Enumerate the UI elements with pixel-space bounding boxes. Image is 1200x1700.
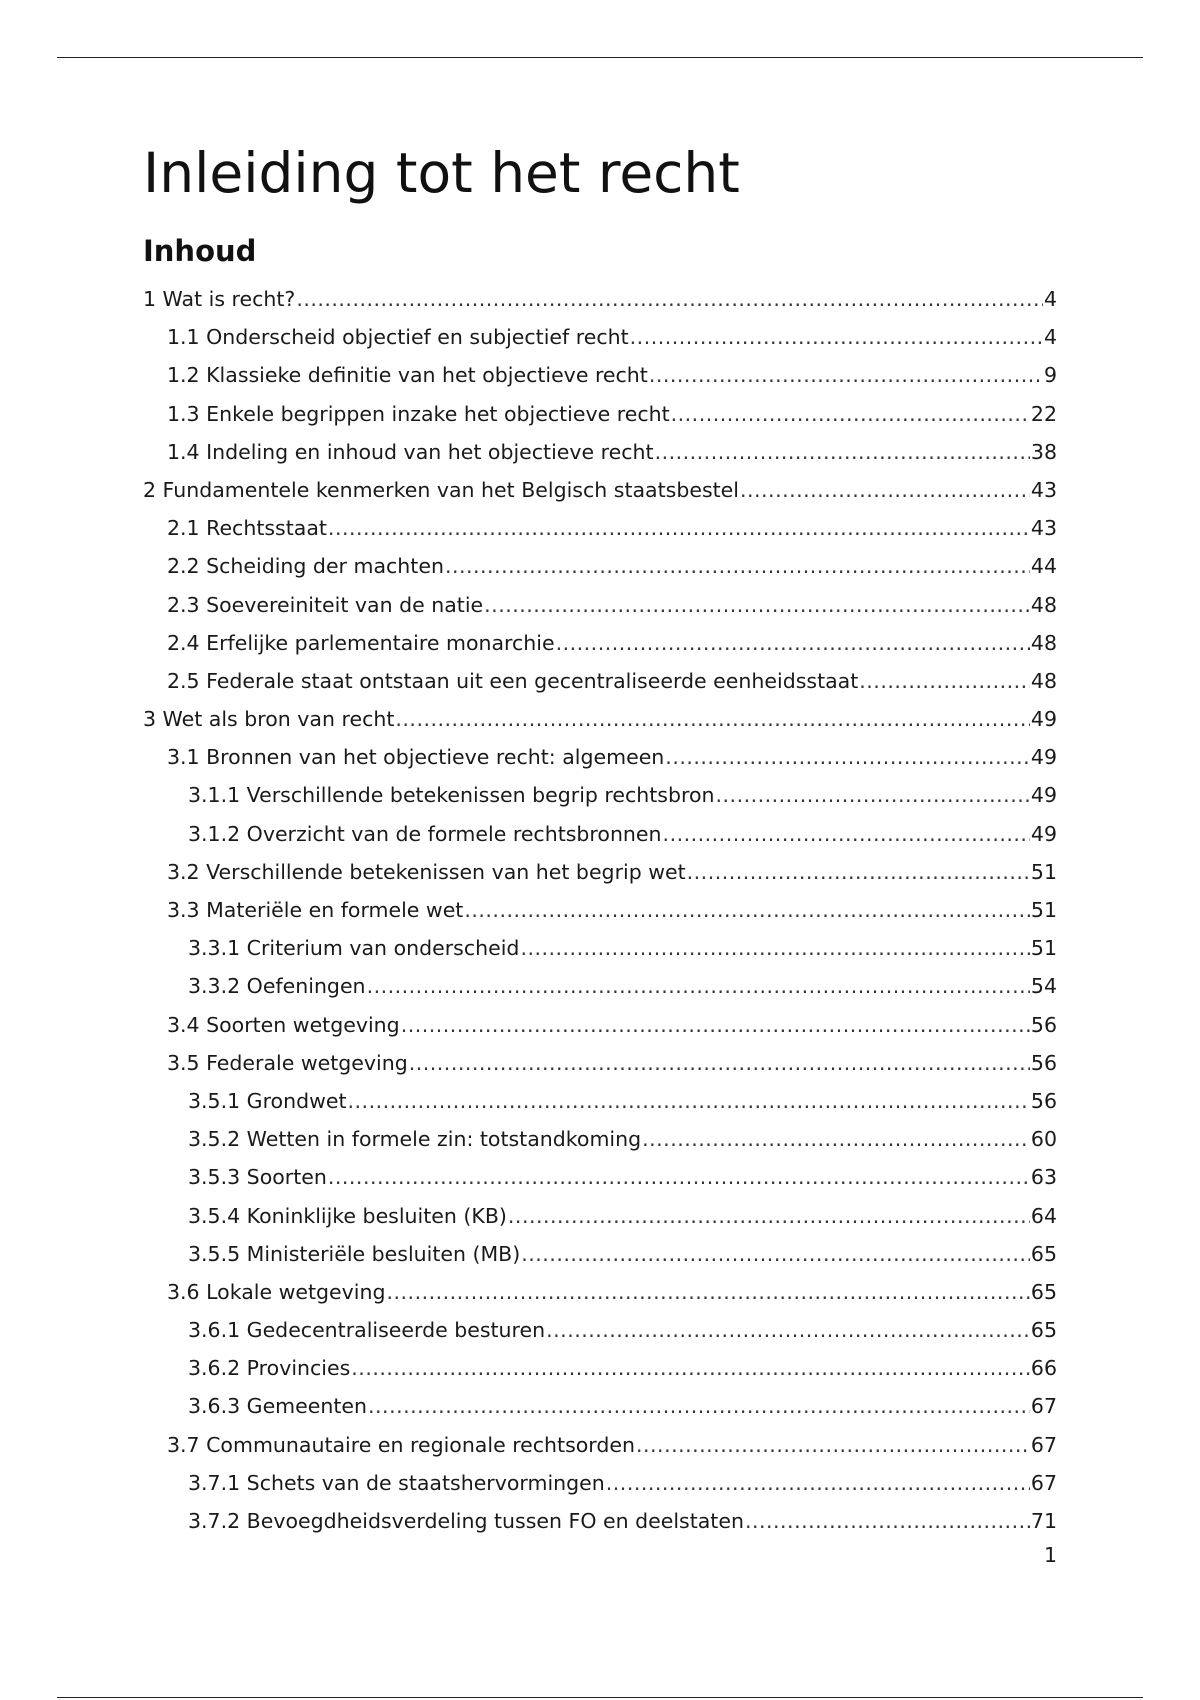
- toc-entry[interactable]: [143, 509, 1057, 547]
- toc-entry-page: 48: [1030, 630, 1057, 655]
- toc-entry-page: 67: [1030, 1394, 1057, 1419]
- toc-entry[interactable]: [143, 1426, 1057, 1464]
- toc-entry-label: 1.1 Onderscheid objectief en subjectief recht: [167, 325, 629, 350]
- toc-entry-page: 48: [1030, 668, 1057, 693]
- toc-entry-label: 1.3 Enkele begrippen inzake het objectieve recht: [167, 401, 670, 426]
- toc-entry-page: 9: [1043, 363, 1057, 388]
- toc-entry[interactable]: [143, 547, 1057, 585]
- toc-entry-label: 3 Wet als bron van recht: [143, 707, 395, 732]
- toc-entry-page: 38: [1030, 439, 1057, 464]
- toc-heading: Inhoud: [143, 234, 257, 268]
- toc-entry-page: 49: [1030, 745, 1057, 770]
- toc-entry-label: 3.6 Lokale wetgeving: [167, 1279, 386, 1304]
- toc-entry-page: 49: [1030, 707, 1057, 732]
- toc-entry-label: 3.5.2 Wetten in formele zin: totstandkoming: [188, 1127, 642, 1152]
- table-of-contents: [143, 280, 1057, 1540]
- toc-entry[interactable]: [143, 1044, 1057, 1082]
- toc-entry[interactable]: [143, 1273, 1057, 1311]
- toc-entry-page: 49: [1030, 783, 1057, 808]
- toc-entry-label: 3.5.4 Koninklijke besluiten (KB): [188, 1203, 507, 1228]
- toc-dot-leader: [716, 776, 1030, 814]
- toc-dot-leader: [328, 1158, 1030, 1196]
- toc-entry-page: 22: [1030, 401, 1057, 426]
- toc-entry-label: 3.6.1 Gedecentraliseerde besturen: [188, 1318, 546, 1343]
- toc-entry-label: 3.5.1 Grondwet: [188, 1088, 347, 1113]
- toc-entry-page: 54: [1030, 974, 1057, 999]
- toc-entry-page: 63: [1030, 1165, 1057, 1190]
- toc-entry[interactable]: [143, 853, 1057, 891]
- toc-entry[interactable]: [143, 967, 1057, 1005]
- toc-dot-leader: [642, 1120, 1030, 1158]
- toc-dot-leader: [508, 1197, 1030, 1235]
- toc-entry-label: 2.4 Erfelijke parlementaire monarchie: [167, 630, 555, 655]
- toc-entry[interactable]: [143, 356, 1057, 394]
- toc-dot-leader: [745, 1502, 1030, 1540]
- toc-entry[interactable]: [143, 700, 1057, 738]
- toc-entry-label: 1.4 Indeling en inhoud van het objectieve recht: [167, 439, 654, 464]
- toc-dot-leader: [348, 1082, 1030, 1120]
- toc-entry-label: 3.7.2 Bevoegdheidsverdeling tussen FO en deelstaten: [188, 1509, 744, 1533]
- toc-entry-page: 49: [1030, 821, 1057, 846]
- toc-entry-label: 2 Fundamentele kenmerken van het Belgisch staatsbestel: [143, 477, 739, 502]
- toc-entry-label: 3.3.2 Oefeningen: [188, 974, 366, 999]
- toc-dot-leader: [665, 738, 1030, 776]
- toc-dot-leader: [367, 967, 1030, 1005]
- toc-dot-leader: [395, 700, 1030, 738]
- toc-entry-page: 64: [1030, 1203, 1057, 1228]
- toc-entry-label: 3.6.2 Provincies: [188, 1356, 351, 1381]
- toc-entry[interactable]: [143, 891, 1057, 929]
- toc-entry-label: 1.2 Klassieke definitie van het objectieve recht: [167, 363, 648, 388]
- toc-entry-page: 4: [1043, 325, 1057, 350]
- toc-entry[interactable]: [143, 624, 1057, 662]
- toc-dot-leader: [521, 1235, 1030, 1273]
- toc-dot-leader: [649, 356, 1043, 394]
- toc-entry[interactable]: [143, 395, 1057, 433]
- page-number: 1: [1043, 1543, 1057, 1567]
- toc-entry[interactable]: [143, 1082, 1057, 1120]
- toc-dot-leader: [409, 1044, 1030, 1082]
- toc-dot-leader: [546, 1311, 1030, 1349]
- toc-entry-page: 65: [1030, 1318, 1057, 1343]
- toc-dot-leader: [387, 1273, 1030, 1311]
- toc-dot-leader: [636, 1426, 1030, 1464]
- toc-entry-label: 3.2 Verschillende betekenissen van het begrip wet: [167, 859, 686, 884]
- toc-dot-leader: [740, 471, 1030, 509]
- toc-dot-leader: [464, 891, 1030, 929]
- toc-entry-label: 2.3 Soevereiniteit van de natie: [167, 592, 484, 617]
- toc-dot-leader: [484, 586, 1030, 624]
- toc-entry[interactable]: [143, 776, 1057, 814]
- toc-entry-page: 65: [1030, 1279, 1057, 1304]
- toc-entry-page: 56: [1030, 1088, 1057, 1113]
- toc-entry[interactable]: [143, 280, 1057, 318]
- toc-dot-leader: [520, 929, 1029, 967]
- toc-dot-leader: [401, 1006, 1030, 1044]
- toc-dot-leader: [368, 1387, 1030, 1425]
- toc-dot-leader: [445, 547, 1030, 585]
- toc-entry-page: 67: [1030, 1432, 1057, 1457]
- footer-rule: [57, 1697, 1143, 1698]
- toc-entry-label: 3.3 Materiële en formele wet: [167, 898, 464, 922]
- toc-dot-leader: [606, 1464, 1030, 1502]
- toc-entry-page: 60: [1030, 1127, 1057, 1152]
- toc-entry-label: 3.5.3 Soorten: [188, 1165, 327, 1190]
- header-rule: [57, 57, 1143, 58]
- toc-entry-page: 56: [1030, 1050, 1057, 1075]
- toc-entry-page: 71: [1030, 1509, 1057, 1533]
- toc-entry-page: 48: [1030, 592, 1057, 617]
- toc-entry[interactable]: [143, 1502, 1057, 1540]
- toc-entry-page: 56: [1030, 1012, 1057, 1037]
- document-title: Inleiding tot het recht: [143, 141, 740, 205]
- toc-entry-label: 3.7.1 Schets van de staatshervormingen: [188, 1470, 605, 1495]
- toc-entry-label: 3.7 Communautaire en regionale rechtsorden: [167, 1432, 635, 1457]
- toc-entry-page: 44: [1030, 554, 1057, 579]
- toc-dot-leader: [663, 815, 1030, 853]
- toc-entry[interactable]: [143, 1349, 1057, 1387]
- toc-entry-label: 3.3.1 Criterium van onderscheid: [188, 936, 520, 961]
- toc-entry[interactable]: [143, 1197, 1057, 1235]
- toc-entry-label: 3.5 Federale wetgeving: [167, 1050, 408, 1075]
- toc-entry-label: 3.4 Soorten wetgeving: [167, 1012, 400, 1037]
- toc-entry-page: 4: [1043, 287, 1057, 311]
- toc-dot-leader: [328, 509, 1030, 547]
- toc-dot-leader: [859, 662, 1030, 700]
- toc-entry[interactable]: [143, 1311, 1057, 1349]
- toc-entry-label: 3.5.5 Ministeriële besluiten (MB): [188, 1241, 521, 1266]
- toc-entry-page: 43: [1030, 516, 1057, 541]
- toc-entry[interactable]: [143, 433, 1057, 471]
- toc-entry-label: 3.1.1 Verschillende betekenissen begrip rechtsbron: [188, 783, 715, 808]
- toc-entry[interactable]: [143, 1120, 1057, 1158]
- toc-entry-page: 66: [1030, 1356, 1057, 1381]
- toc-entry[interactable]: [143, 1387, 1057, 1425]
- toc-entry-page: 51: [1030, 898, 1057, 922]
- toc-dot-leader: [630, 318, 1043, 356]
- toc-entry[interactable]: [143, 1464, 1057, 1502]
- toc-entry-label: 1 Wat is recht?: [143, 287, 296, 311]
- toc-entry-page: 51: [1030, 936, 1057, 961]
- toc-entry[interactable]: [143, 738, 1057, 776]
- toc-entry-label: 2.1 Rechtsstaat: [167, 516, 327, 541]
- toc-dot-leader: [296, 280, 1043, 318]
- toc-entry-label: 2.5 Federale staat ontstaan uit een gecentraliseerde eenheidsstaat: [167, 668, 859, 693]
- toc-entry-page: 51: [1030, 859, 1057, 884]
- toc-entry-page: 43: [1030, 477, 1057, 502]
- toc-entry[interactable]: [143, 318, 1057, 356]
- toc-entry[interactable]: [143, 1158, 1057, 1196]
- toc-entry[interactable]: [143, 929, 1057, 967]
- toc-entry-label: 2.2 Scheiding der machten: [167, 554, 444, 579]
- toc-entry[interactable]: [143, 471, 1057, 509]
- toc-entry-label: 3.1.2 Overzicht van de formele rechtsbronnen: [188, 821, 662, 846]
- toc-dot-leader: [351, 1349, 1030, 1387]
- toc-entry[interactable]: [143, 586, 1057, 624]
- toc-entry[interactable]: [143, 1006, 1057, 1044]
- toc-entry-label: 3.1 Bronnen van het objectieve recht: algemeen: [167, 745, 665, 770]
- toc-entry-label: 3.6.3 Gemeenten: [188, 1394, 368, 1419]
- toc-dot-leader: [671, 395, 1030, 433]
- toc-dot-leader: [687, 853, 1030, 891]
- toc-dot-leader: [655, 433, 1030, 471]
- toc-entry-page: 65: [1030, 1241, 1057, 1266]
- toc-entry[interactable]: [143, 1235, 1057, 1273]
- toc-entry[interactable]: [143, 815, 1057, 853]
- toc-entry[interactable]: [143, 662, 1057, 700]
- toc-dot-leader: [556, 624, 1030, 662]
- toc-entry-page: 67: [1030, 1470, 1057, 1495]
